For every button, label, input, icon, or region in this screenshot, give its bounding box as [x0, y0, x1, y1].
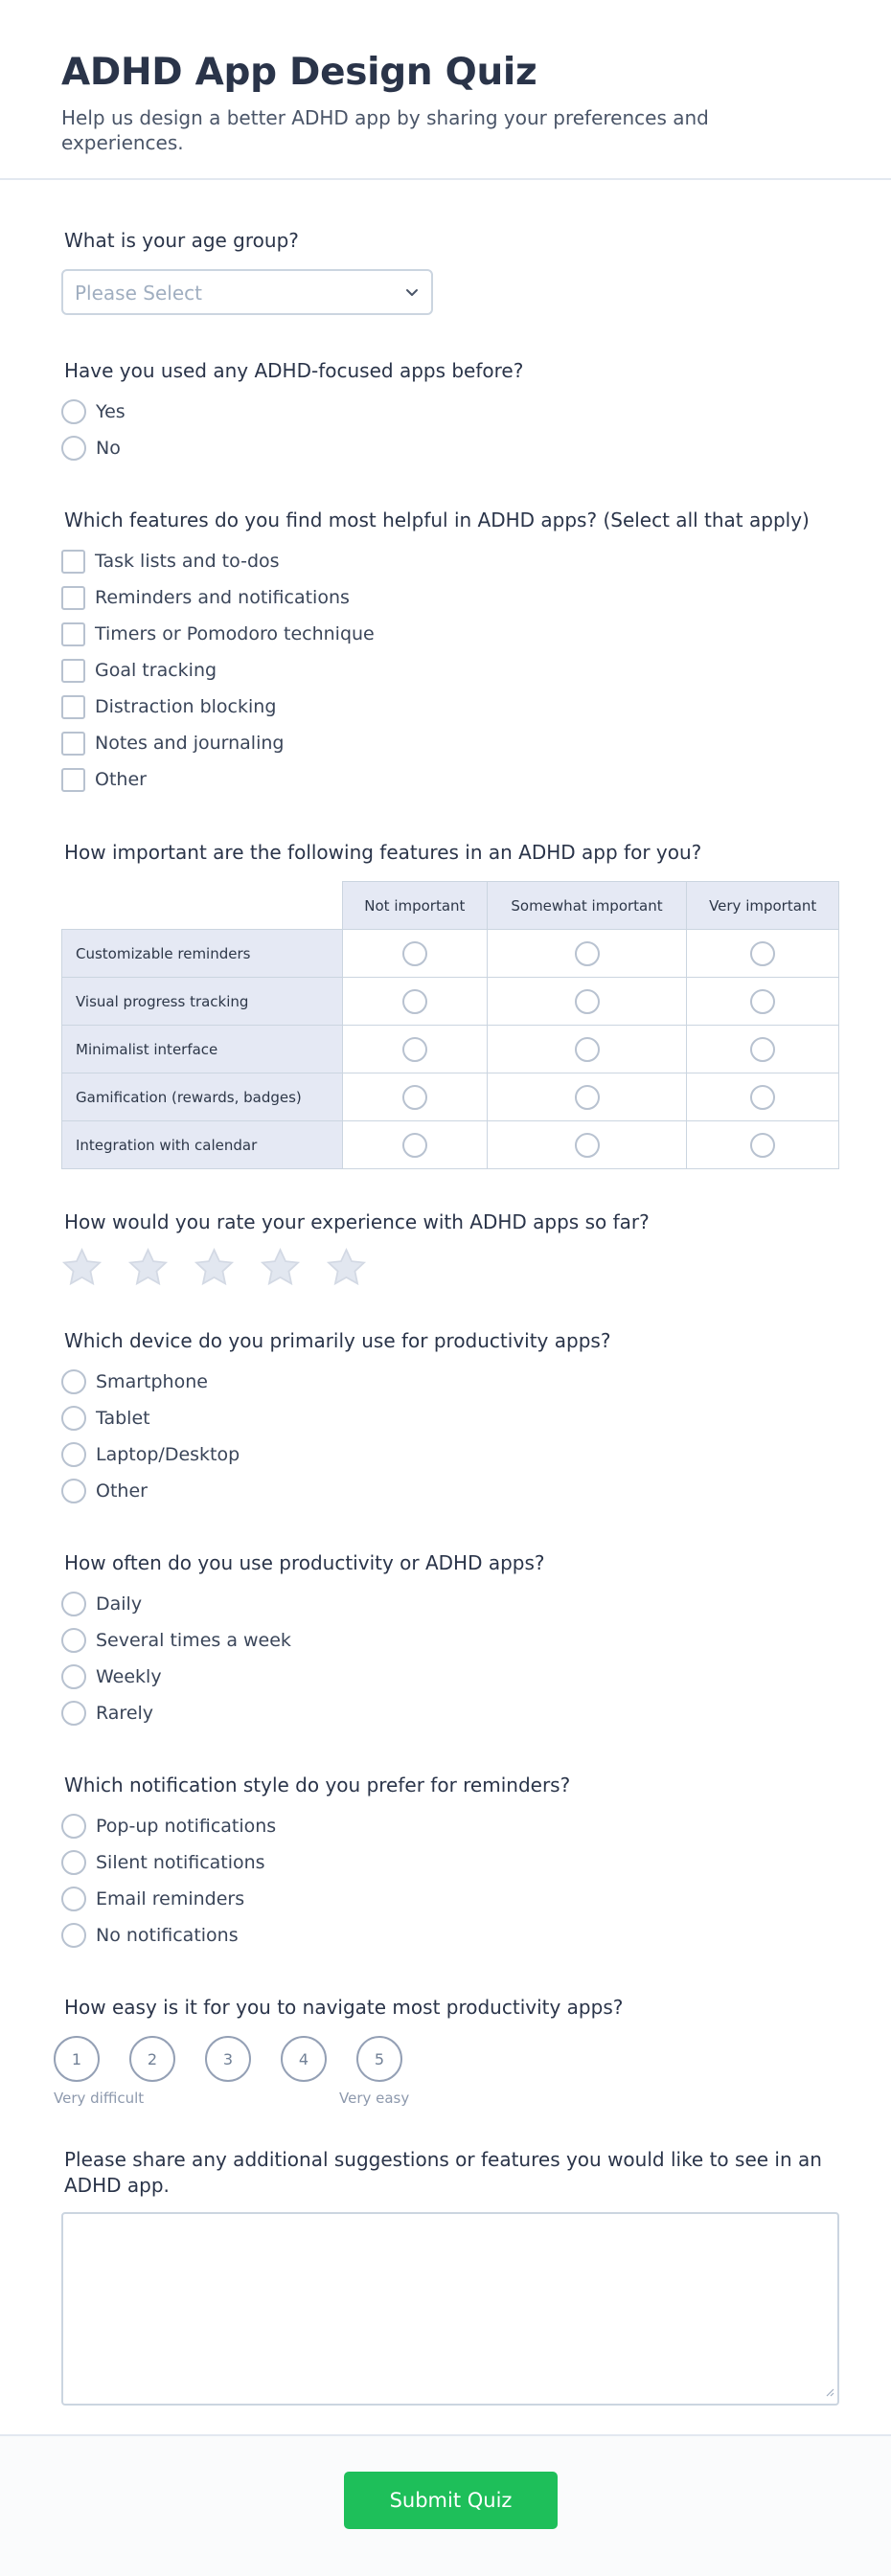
used-option-yes[interactable] [61, 398, 126, 425]
matrix-row [62, 978, 839, 1026]
radio-button[interactable] [61, 1442, 86, 1467]
matrix-radio[interactable] [575, 1037, 600, 1062]
feature-option[interactable] [61, 730, 284, 757]
question-frequency-label: How often do you use productivity or ADHD apps? [64, 1551, 545, 1574]
feature-option[interactable] [61, 548, 280, 575]
option-label: Distraction blocking [95, 696, 277, 717]
question-rating-label: How would you rate your experience with ADHD apps so far? [64, 1210, 650, 1233]
submit-button[interactable]: Submit Quiz [344, 2472, 558, 2529]
device-option[interactable] [61, 1368, 208, 1395]
option-label: Smartphone [96, 1371, 208, 1392]
star-icon[interactable] [61, 1248, 103, 1291]
age-group-select[interactable] [61, 269, 433, 315]
checkbox[interactable] [61, 622, 85, 646]
star-rating [61, 1248, 392, 1291]
form-header [0, 0, 891, 180]
checkbox[interactable] [61, 659, 85, 683]
feature-option[interactable] [61, 657, 217, 684]
radio-button[interactable] [61, 1592, 86, 1616]
frequency-option[interactable] [61, 1627, 291, 1654]
form-footer [0, 2434, 891, 2576]
radio-button[interactable] [61, 1406, 86, 1431]
radio-button[interactable] [61, 1701, 86, 1726]
device-option[interactable] [61, 1405, 150, 1432]
radio-button[interactable] [61, 1479, 86, 1503]
matrix-row [62, 930, 839, 978]
chevron-down-icon [404, 284, 420, 304]
scale-high-label: Very easy [339, 2090, 410, 2107]
matrix-radio[interactable] [575, 1085, 600, 1110]
star-icon[interactable] [194, 1248, 235, 1291]
page-subtitle: Help us design a better ADHD app by sharing your preferences and experiences. [61, 106, 709, 154]
notification-option[interactable] [61, 1813, 276, 1840]
option-label: Rarely [96, 1703, 154, 1724]
radio-button[interactable] [61, 1628, 86, 1653]
matrix-row-label: Minimalist interface [62, 1026, 343, 1073]
matrix-column-header: Not important [343, 882, 488, 930]
matrix-row [62, 1026, 839, 1073]
question-notification-label: Which notification style do you prefer for reminders? [64, 1774, 571, 1796]
feature-option[interactable] [61, 693, 276, 720]
frequency-option[interactable] [61, 1700, 153, 1727]
radio-button[interactable] [61, 436, 86, 461]
matrix-radio[interactable] [402, 1085, 427, 1110]
matrix-column-header: Somewhat important [487, 882, 687, 930]
matrix-radio[interactable] [750, 989, 775, 1014]
age-group-placeholder: Please Select [75, 282, 202, 305]
matrix-radio[interactable] [575, 941, 600, 966]
question-age-label: What is your age group? [64, 229, 299, 252]
checkbox[interactable] [61, 586, 85, 610]
device-option[interactable] [61, 1478, 148, 1504]
matrix-radio[interactable] [750, 1133, 775, 1158]
option-label: Tablet [96, 1408, 150, 1429]
matrix-row-label: Customizable reminders [62, 930, 343, 978]
option-label: Weekly [96, 1666, 162, 1687]
scale-point-5[interactable]: 5 [356, 2036, 402, 2082]
matrix-row-label: Visual progress tracking [62, 978, 343, 1026]
option-label: Yes [96, 401, 126, 422]
ease-scale [54, 2036, 432, 2082]
option-label: Email reminders [96, 1888, 245, 1909]
option-label: Reminders and notifications [95, 587, 350, 608]
frequency-option[interactable] [61, 1591, 142, 1617]
option-label: Timers or Pomodoro technique [95, 623, 375, 644]
matrix-radio[interactable] [750, 941, 775, 966]
option-label: Daily [96, 1593, 143, 1615]
matrix-radio[interactable] [402, 989, 427, 1014]
scale-point-2[interactable]: 2 [129, 2036, 175, 2082]
radio-button[interactable] [61, 1923, 86, 1948]
matrix-column-header: Very important [687, 882, 839, 930]
matrix-radio[interactable] [575, 1133, 600, 1158]
notification-option[interactable] [61, 1922, 239, 1949]
scale-low-label: Very difficult [54, 2090, 145, 2107]
option-label: Several times a week [96, 1630, 291, 1651]
suggestions-textarea[interactable] [61, 2212, 839, 2406]
matrix-row-label: Gamification (rewards, badges) [62, 1073, 343, 1121]
device-option[interactable] [61, 1441, 240, 1468]
used-option-no[interactable] [61, 435, 121, 462]
matrix-corner [62, 882, 343, 930]
option-label: Notes and journaling [95, 733, 285, 754]
matrix-radio[interactable] [750, 1037, 775, 1062]
radio-button[interactable] [61, 1850, 86, 1875]
checkbox[interactable] [61, 732, 85, 756]
option-label: Goal tracking [95, 660, 217, 681]
option-label: No [96, 438, 121, 459]
radio-button[interactable] [61, 1369, 86, 1394]
matrix-radio[interactable] [750, 1085, 775, 1110]
scale-point-1[interactable]: 1 [54, 2036, 100, 2082]
notification-option[interactable] [61, 1849, 265, 1876]
frequency-option[interactable] [61, 1663, 162, 1690]
star-icon[interactable] [260, 1248, 301, 1291]
matrix-radio[interactable] [402, 1133, 427, 1158]
scale-point-4[interactable]: 4 [281, 2036, 327, 2082]
checkbox[interactable] [61, 550, 85, 574]
option-label: Silent notifications [96, 1852, 265, 1873]
star-icon[interactable] [326, 1248, 367, 1291]
matrix-radio[interactable] [402, 941, 427, 966]
scale-point-3[interactable]: 3 [205, 2036, 251, 2082]
question-suggestions-label: Please share any additional suggestions or features you would like to see in an ADHD app. [64, 2148, 822, 2197]
checkbox[interactable] [61, 695, 85, 719]
option-label: Other [96, 1480, 148, 1502]
feature-option[interactable] [61, 766, 147, 793]
matrix-row [62, 1073, 839, 1121]
question-ease-label: How easy is it for you to navigate most productivity apps? [64, 1996, 624, 2019]
option-label: Pop-up notifications [96, 1816, 277, 1837]
matrix-row [62, 1121, 839, 1169]
notification-option[interactable] [61, 1886, 244, 1912]
radio-button[interactable] [61, 1814, 86, 1839]
matrix-radio[interactable] [575, 989, 600, 1014]
feature-option[interactable] [61, 621, 375, 647]
resize-grip-icon[interactable] [823, 2383, 834, 2401]
option-label: Other [95, 769, 147, 790]
matrix-row-label: Integration with calendar [62, 1121, 343, 1169]
importance-matrix [61, 881, 839, 1169]
radio-button[interactable] [61, 1887, 86, 1911]
question-used-label: Have you used any ADHD-focused apps before? [64, 359, 524, 382]
option-label: Task lists and to-dos [95, 551, 280, 572]
question-device-label: Which device do you primarily use for productivity apps? [64, 1329, 611, 1352]
checkbox[interactable] [61, 768, 85, 792]
star-icon[interactable] [127, 1248, 169, 1291]
page-title: ADHD App Design Quiz [61, 51, 537, 94]
question-importance-label: How important are the following features in an ADHD app for you? [64, 841, 702, 864]
radio-button[interactable] [61, 399, 86, 424]
radio-button[interactable] [61, 1664, 86, 1689]
matrix-radio[interactable] [402, 1037, 427, 1062]
question-features-label: Which features do you find most helpful in ADHD apps? (Select all that apply) [64, 508, 810, 531]
feature-option[interactable] [61, 584, 350, 611]
option-label: Laptop/Desktop [96, 1444, 240, 1465]
option-label: No notifications [96, 1925, 239, 1946]
